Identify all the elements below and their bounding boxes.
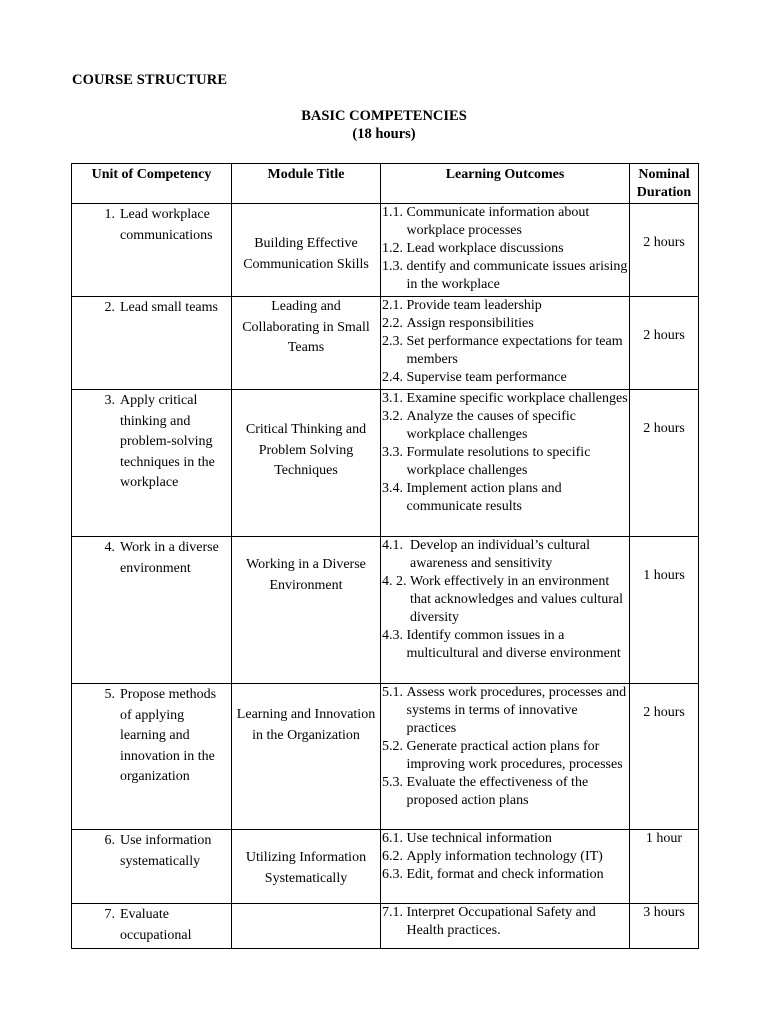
learning-outcomes-cell [381,684,630,830]
learning-outcome [381,297,629,315]
learning-outcome [381,204,629,240]
unit-number: 6. [104,833,115,848]
outcome-number: 5.2. [382,739,407,754]
unit-number: 5. [104,687,115,702]
header-learning-outcomes: Learning Outcomes [381,164,630,204]
duration-value: 1 hours [643,568,685,583]
module-title: Leading and Collaborating in Small Teams [242,299,370,355]
duration-value: 2 hours [643,421,685,436]
outcome-text: Analyze the causes of specific workplace challenges [406,409,576,442]
outcome-number: 5.3. [382,775,407,790]
outcome-text: Work effectively in an environment that acknowledges and values cultural diversity [410,574,624,625]
unit-number: 7. [104,907,115,922]
unit-of-competency-cell [72,297,232,390]
nominal-duration-cell [630,684,699,830]
table-row [72,297,699,390]
header-nominal-duration: Nominal Duration [630,164,699,204]
module-title-cell [232,204,381,297]
learning-outcome [381,390,629,408]
duration-value: 2 hours [643,235,685,250]
table-row [72,537,699,684]
learning-outcome [381,258,629,294]
outcome-number: 3.1. [382,391,407,406]
outcome-number: 1.1. [382,205,407,220]
learning-outcomes-cell [381,297,630,390]
learning-outcome [381,684,629,738]
unit-title: Use information systematically [120,833,212,869]
header-module-title: Module Title [232,164,381,204]
learning-outcome [381,333,629,369]
module-title: Working in a Diverse Environment [246,557,366,593]
table-row [72,390,699,537]
outcome-number: 3.2. [382,409,407,424]
outcome-number: 4.1. [382,538,410,553]
outcome-number: 2.1. [382,298,407,313]
unit-of-competency-cell [72,830,232,904]
module-title: Utilizing Information Systematically [245,850,367,886]
unit-title: Evaluate occupational [120,907,192,943]
outcome-number: 3.4. [382,481,407,496]
unit-title: Propose methods of applying learning and innovation in the organization [120,687,217,784]
nominal-duration-cell [630,904,699,949]
module-title-cell [232,684,381,830]
table-row [72,830,699,904]
outcome-text: Communicate information about workplace processes [406,205,590,238]
outcome-text: Set performance expectations for team members [406,334,623,367]
outcome-text: Assign responsibilities [406,316,534,331]
learning-outcome [381,738,629,774]
module-title-cell [232,904,381,949]
unit-entry [72,684,231,790]
outcome-text: Supervise team performance [406,370,567,385]
outcome-number: 6.1. [382,831,407,846]
learning-outcome [381,240,629,258]
unit-title: Work in a diverse environment [120,540,219,576]
learning-outcomes-cell [381,390,630,537]
basic-competencies-title: BASIC COMPETENCIES [301,108,467,124]
outcome-text: Edit, format and check information [406,867,604,882]
unit-title: Lead small teams [120,300,218,315]
learning-outcome [381,369,629,387]
outcome-text: Apply information technology (IT) [406,849,603,864]
outcome-text: Provide team leadership [406,298,542,313]
table-row [72,904,699,949]
learning-outcome [381,480,629,516]
unit-entry [72,904,231,948]
outcome-text: Assess work procedures, processes and systems in terms of innovative practices [406,685,627,736]
outcome-number: 5.1. [382,685,407,700]
nominal-duration-cell [630,537,699,684]
learning-outcome [381,408,629,444]
unit-of-competency-cell [72,904,232,949]
duration-value: 2 hours [643,328,685,343]
learning-outcome [381,573,629,627]
module-title: Learning and Innovation in the Organization [236,707,376,743]
outcome-text: Identify common issues in a multicultural and diverse environment [406,628,621,661]
unit-entry [72,830,231,874]
module-title: Critical Thinking and Problem Solving Techniques [245,422,367,478]
unit-of-competency-cell [72,537,232,684]
section-hours: (18 hours) [352,126,416,142]
competency-table [71,163,699,949]
unit-entry [72,390,231,496]
course-structure-heading: COURSE STRUCTURE [72,72,228,88]
duration-value: 2 hours [643,705,685,720]
learning-outcome [381,444,629,480]
module-title-cell [232,830,381,904]
module-title: Building Effective Communication Skills [243,236,369,272]
table-row [72,684,699,830]
unit-number: 3. [104,393,115,408]
header-unit-of-competency: Unit of Competency [72,164,232,204]
learning-outcomes-cell [381,830,630,904]
nominal-duration-cell [630,830,699,904]
outcome-number: 4.3. [382,628,407,643]
learning-outcome [381,830,629,848]
learning-outcome [381,866,629,884]
module-title-cell [232,297,381,390]
outcome-text: Formulate resolutions to specific workplace challenges [406,445,591,478]
outcome-number: 2.4. [382,370,407,385]
learning-outcome [381,774,629,810]
outcome-number: 6.2. [382,849,407,864]
outcome-text: Examine specific workplace challenges [406,391,628,406]
module-title-cell [232,537,381,684]
outcome-text: Generate practical action plans for improving work procedures, processes [406,739,623,772]
outcome-text: Evaluate the effectiveness of the proposed action plans [406,775,589,808]
unit-number: 4. [104,540,115,555]
outcome-text: dentify and communicate issues arising in the workplace [406,259,628,292]
outcome-number: 6.3. [382,867,407,882]
nominal-duration-cell [630,390,699,537]
outcome-number: 1.2. [382,241,407,256]
learning-outcome [381,848,629,866]
learning-outcome [381,627,629,663]
table-row [72,204,699,297]
unit-title: Apply critical thinking and problem-solving techniques in the workplace [120,393,215,490]
outcome-number: 7.1. [382,905,407,920]
table-body [72,204,699,949]
outcome-text: Lead workplace discussions [406,241,564,256]
learning-outcomes-cell [381,537,630,684]
unit-title: Lead workplace communications [120,207,213,243]
outcome-text: Interpret Occupational Safety and Health practices. [406,905,596,938]
learning-outcome [381,537,629,573]
learning-outcomes-cell [381,904,630,949]
outcome-number: 1.3. [382,259,407,274]
learning-outcome [381,904,629,940]
learning-outcomes-cell [381,204,630,297]
outcome-number: 2.3. [382,334,407,349]
outcome-number: 4. 2. [382,574,410,589]
nominal-duration-cell [630,204,699,297]
outcome-number: 3.3. [382,445,407,460]
outcome-text: Develop an individual’s cultural awareness and sensitivity [410,538,591,571]
unit-number: 2. [104,300,115,315]
duration-value: 3 hours [643,905,685,920]
outcome-text: Implement action plans and communicate results [406,481,562,514]
outcome-text: Use technical information [406,831,552,846]
unit-of-competency-cell [72,390,232,537]
module-title-cell [232,390,381,537]
unit-number: 1. [104,207,115,222]
unit-of-competency-cell [72,684,232,830]
table-header-row [72,164,699,204]
outcome-number: 2.2. [382,316,407,331]
nominal-duration-cell [630,297,699,390]
unit-entry [72,204,231,248]
unit-entry [72,297,231,321]
duration-value: 1 hour [645,831,683,846]
unit-entry [72,537,231,581]
learning-outcome [381,315,629,333]
unit-of-competency-cell [72,204,232,297]
